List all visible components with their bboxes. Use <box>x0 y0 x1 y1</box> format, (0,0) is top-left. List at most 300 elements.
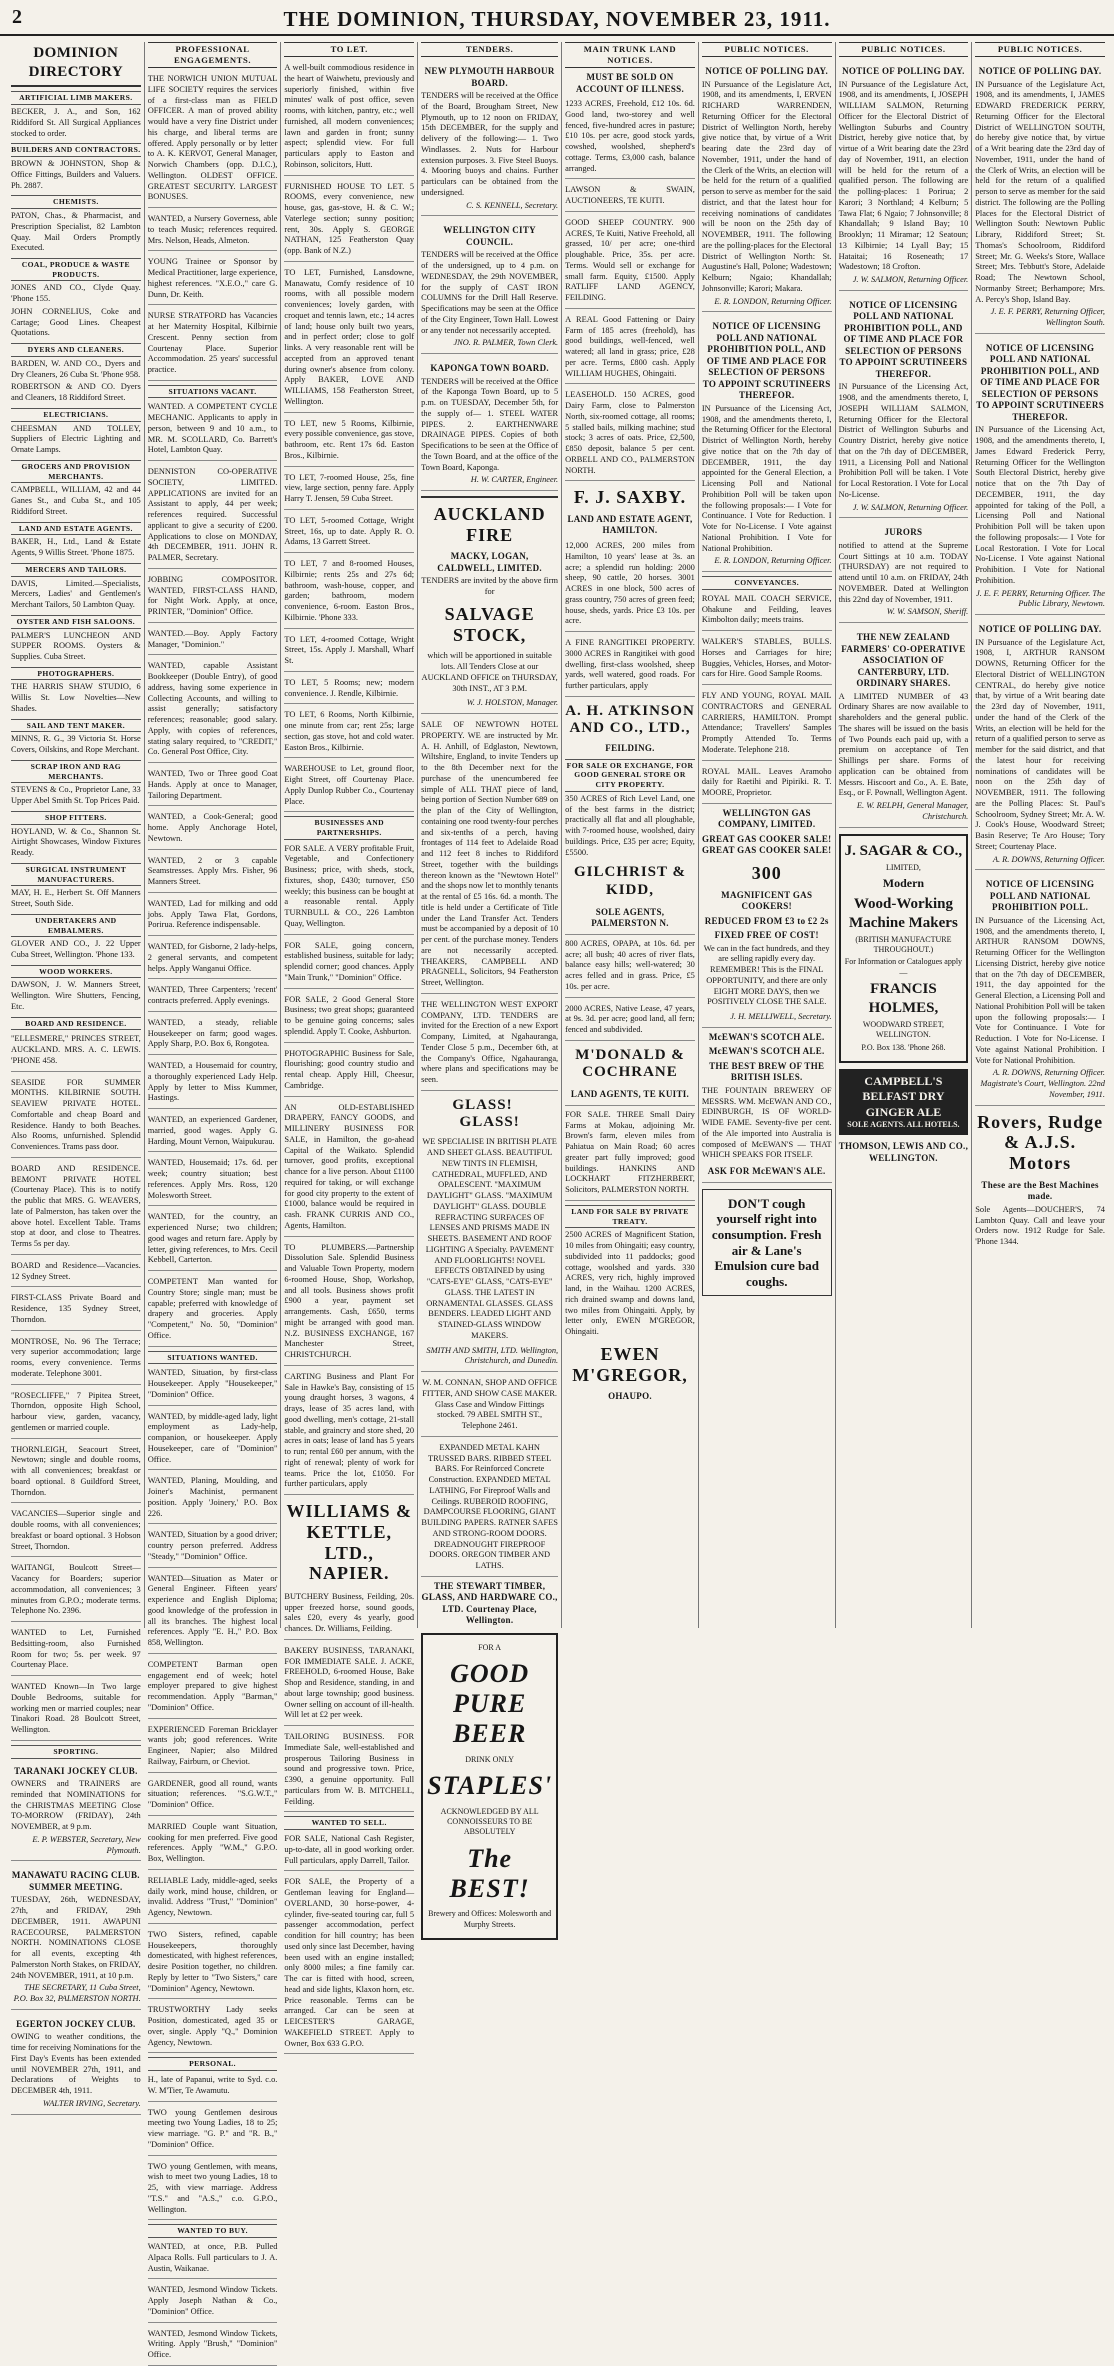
auckland-fire-subhead: MACKY, LOGAN, CALDWELL, LIMITED. <box>437 551 542 573</box>
public-notice-body: IN Pursuance of the Legislature Act, 1908, I, ARTHUR RANSOM DOWNS, Returning Officer for the Electoral District of WELLINGTON CENTRAL, do hereby give notice that, by virtue of a Writ bearing date the 23rd day of November, 1911, under the hand of the Clerk of the Writs, an election will be held for the return of a qualified person to serve as member for the said district, and that the latest hour for receiving nominations of candidates will be noon on the 25th day of NOVEMBER, 1911. The following are the Polling Places: St. Paul's Schoolroom, Sydney Street; Mr. A. W. J. Cook's House, Woodward Street; Basin Reserve; Te Aro House; Tory Street; Courtenay Place. <box>975 637 1105 851</box>
buy-ad: WANTED, Jesmond Window Tickets. Apply Joseph Nathan & Co., "Dominion" Office. <box>148 2283 278 2322</box>
wanted-ad: TWO Sisters, refined, capable Housekeepers, thoroughly domesticated, with highest references, desire Position together, no children. Reply by letter to "Two Sisters," care "Dominion" Agency, Newtown. <box>148 1928 278 2000</box>
directory-entry: DAVIS, Limited.—Specialists, Mercers, Ladies' and Gentlemen's Merchant Tailors, 50 Lambton Quay. <box>11 578 141 610</box>
column-heading: DOMINION DIRECTORY <box>11 42 141 87</box>
vacant-ad: JOBBING COMPOSITOR. WANTED, FIRST-CLASS HAND, for Night Work. Apply, at once, PRINTER, "Dominion" Office. <box>148 573 278 623</box>
conveyance-ad: WALKER'S STABLES, BULLS. Horses and Carriages for hire; Buggies, Vehicles, Horses, and Motor-cars for Hire. Good Sample Rooms. <box>702 635 832 685</box>
sporting-ad-body: TUESDAY, 26th, WEDNESDAY, 27th, and FRIDAY, 29th DECEMBER, 1911. AWAPUNI RACECOURSE, PALMERSTON NORTH. NOMINATIONS CLOSE for all events, excepting 4th Palmerston North Stakes, on FRIDAY, 24th NOVEMBER, 1911, at 10 p.m. <box>11 1895 141 1980</box>
personal-ad: TWO young Gentlemen desirous meeting two Young Ladies, 18 to 25; view marriage. "G. P." and "R. B.," "Dominion" Office. <box>148 2106 278 2156</box>
column-heading: PROFESSIONAL ENGAGEMENTS. <box>148 42 278 68</box>
directory-entry: HOYLAND, W. & Co., Shannon St. Airtight Showcases, Window Fixtures Ready. <box>11 826 141 858</box>
to-let-ad: TO LET, new 5 Rooms, Kilbirnie, every possible convenience, gas stove, bathroom, etc. Rent 17s 6d. Easton Bros., Kilbirnie. <box>284 417 414 467</box>
section-heading: WANTED TO SELL. <box>284 1816 414 1830</box>
directory-entry: PATON, Chas., & Pharmacist, and Prescription Specialist, 82 Lambton Quay. Mail Orders Promptly Executed. <box>11 211 141 253</box>
public-notice-body: IN Pursuance of the Licensing Act, 1908, and the amendments thereto, I, JOSEPH WILLIAM SALMON, Returning Officer for the Electoral District of Wellington Suburbs and Country District, hereby give notice that on the 7th day of DECEMBER, 1911, a Licensing Poll and National Prohibition Poll will be taken. I Vote for Local Restoration. I Vote for Local No-License. <box>838 382 969 499</box>
public-notice <box>839 61 969 291</box>
column-heading: MAIN TRUNK LAND NOTICES. <box>565 42 695 68</box>
staples-beer-ad <box>421 1633 558 1940</box>
vacant-ad: WANTED, a Housemaid for country, a thoroughly experienced Lady Help. Apply by letter to Miss Kummer, Hastings. <box>148 1059 278 1109</box>
vacant-ad: WANTED, capable Assistant Bookkeeper (Double Entry), of good address, having some experience in Collecting Accounts, and willing to assist generally; satisfactory references; reasonable; good salary. Apply, with copies of references, stating salary required, to "CREDIT," Co. General Post Office, City. <box>148 659 278 763</box>
sell-ad: FOR SALE, National Cash Register, up-to-date, all in good working order. Full particulars, apply Darrell, Tailor. <box>284 1832 414 1871</box>
mcewan-3: THE BEST BREW OF THE BRITISH ISLES. <box>709 1060 825 1083</box>
vacant-ad: WANTED, Three Carpenters; 'recent' contracts preferred. Apply evenings. <box>148 983 278 1012</box>
directory-entry: ROBERTSON & AND CO. Dyers and Cleaners, 18 Riddiford Street. <box>11 382 141 403</box>
directory-entry: MINNS, R. G., 39 Victoria St. Horse Covers, Oilskins, and Rope Merchant. <box>11 734 141 755</box>
column-to-let <box>281 42 418 2048</box>
private-head: LAND FOR SALE BY PRIVATE TREATY. <box>565 1205 695 1228</box>
ewen-sub: OHAUPO. <box>608 1391 652 1402</box>
cough-text: DON'T cough yourself right into consumption. Fresh air & Lane's Emulsion cure bad coughs. <box>711 1195 822 1289</box>
public-notice-head: NOTICE OF POLLING DAY. <box>705 66 829 76</box>
public-notice-head: JURORS <box>884 527 923 538</box>
sagar-limited: LIMITED, <box>885 862 921 872</box>
tender-notice-body: TENDERS will be received at the Office of the undersigned, up to 4 p.m. on WEDNESDAY, the 29th NOVEMBER, for the supply of CAST IRON COLUMNS for the Drill Hall Reserve. Specifications may be seen at the Office of the City Engineer, Town Hall. Lowest or any tender not necessarily accepted. <box>421 250 559 335</box>
gas-head: WELLINGTON GAS COMPANY, LIMITED. <box>718 807 816 830</box>
rovers-head: Rovers, Rudge & A.J.S. Motors <box>977 1111 1104 1174</box>
board-ad: BOARD and Residence—Vacancies. 12 Sydney Street. <box>11 1259 141 1288</box>
vacant-ad: WANTED, for Gisborne, 2 lady-helps, 2 general servants, and competent helps. Apply Wanganui Office. <box>148 940 278 979</box>
public-notice <box>839 522 969 623</box>
vacant-ad: WANTED, a steady, reliable Housekeeper on farm; good wages. Apply Sharp, P.O. Box 6, Rongotea. <box>148 1016 278 1055</box>
directory-entry: JOHN CORNELIUS, Coke and Cartage; Good Lines. Cheapest Quotations. <box>11 306 141 338</box>
masthead <box>0 0 1114 36</box>
public-notice <box>702 61 832 312</box>
wanted-ad: COMPETENT Barman open engagement end of week; hotel employer prepared to give highest recommendation. Apply "Barman," "Dominion" Office. <box>148 1658 278 1719</box>
business-ad: TO PLUMBERS.—Partnership Dissolution Sale. Splendid Business and Valuable Town Property, modern 6-roomed House, Shop, Workshop, and all tools. Business shows profit £900 a year, payment set arrangements. Cash, £650, terms might be arranged with good man. N.Z. BUSINESS EXCHANGE, 167 Manchester Street, CHRISTCHURCH. <box>284 1241 414 1366</box>
conveyance-ad: FLY AND YOUNG, ROYAL MAIL CONTRACTORS and GENERAL CARRIERS, HAMILTON. Prompt Attendance; Travellers' Samples Promptly Attended To. Terms Moderate. Telephone 218. <box>702 689 832 761</box>
to-let-ad: TO LET, Furnished, Lansdowne, Manawatu, Comfy residence of 10 rooms, with all possible modern conveniences; lovely garden, with croquet and tennis lawn, etc.; 14 acres of land; house only built two years, and in perfect order; close to golf links. A very reasonable rent will be accepted from an approved tenant during owner's absence from colony. Apply BAKER, LOVE AND WILLIAMS, 158 Featherston Street, Wellington. <box>284 266 414 413</box>
board-ad: "ELLESMERE," PRINCES STREET, AUCKLAND. MRS. A. C. LEWIS. 'PHONE 458. <box>11 1032 141 1071</box>
tender-notice-head: KAPONGA TOWN BOARD. <box>430 363 549 374</box>
business-ad: FOR SALE, 2 Good General Store Business; two great shops; guaranteed to be genuine going concerns; sales splendid. Apply T. Cooke, Ashburton. <box>284 993 414 1043</box>
column-heading: PUBLIC NOTICES. <box>839 42 969 57</box>
column-dominion-directory <box>8 42 145 2108</box>
glass-signature: SMITH AND SMITH, LTD. Wellington, Christchurch, and Dunedin. <box>421 1344 558 1373</box>
conveyance-ad: ROYAL MAIL COACH SERVICE, Ohakune and Feilding, leaves Kimbolton daily; meets trains. <box>702 592 832 631</box>
public-notice-head: NOTICE OF LICENSING POLL AND NATIONAL PROHIBITION POLL, AND OF TIME AND PLACE FOR SELECTION OF PERSONS TO APPOINT SCRUTINEERS THEREFOR. <box>839 299 968 379</box>
directory-entry: PALMER'S LUNCHEON AND SUPPER ROOMS. Oysters & Supplies. Cuba Street. <box>11 630 141 661</box>
wanted-ad: WANTED, Situation, by first-class Housekeeper. Apply "Housekeeper," "Dominion" Office. <box>148 1366 278 1405</box>
public-notice <box>975 874 1105 1105</box>
professional-ad: YOUNG Trainee or Sponsor by Medical Practitioner, large experience, highest references. "X.E.O.," care G. Dunn, Dr. Keith. <box>148 255 278 305</box>
more-business-ads <box>284 1590 414 1813</box>
beer-line-1: FOR A <box>478 1642 502 1652</box>
beer-line-3: DRINK ONLY <box>465 1754 514 1764</box>
vacant-ad: WANTED. A COMPETENT CYCLE MECHANIC. Applicants to apply in person, between 9 and 10 a.m., to MR. M. SCOLLARD, Co. Barrett's Hotel, Lambton Quay. <box>148 400 278 461</box>
tender-ads <box>421 61 558 491</box>
mcdonald-sub: LAND AGENTS, TE KUITI. <box>565 1087 695 1106</box>
vacant-ad: WANTED, a Cook-General; good home. Apply Anchorage Hotel, Newtown. <box>148 810 278 849</box>
board-ad: WAITANGI, Boulcott Street—Vacancy for Boarders; superior accommodation, all conveniences; 3 minutes from G.P.O.; moderate terms. Telephone No. 2396. <box>11 1561 141 1622</box>
intro: MUST BE SOLD ON ACCOUNT OF ILLNESS. <box>576 72 684 94</box>
public-notice-head: NOTICE OF POLLING DAY. <box>842 66 965 76</box>
vacant-ad: WANTED, Two or Three good Coat Hands. Apply at once to Manager, Tailoring Department. <box>148 767 278 806</box>
sagar-info: For Information or Catalogues apply— <box>844 957 963 977</box>
public-notice-body: IN Pursuance of the Licensing Act, 1908, and the amendments thereto, I, ARTHUR RANSOM DOWNS, Returning Officer for the Wellington Licensing District, hereby give notice that on the 7th day of DECEMBER, 1911, the day appointed for the General Election, a Licensing Poll and National Prohibition Poll will be taken upon the following proposals:— I Vote for Continuance. I Vote for Reduction. I Vote for No-License. I Vote against National Prohibition. I Vote for National Prohibition. <box>975 915 1105 1065</box>
public-notice-head: THE NEW ZEALAND FARMERS' CO-OPERATIVE ASSOCIATION OF CANTERBURY, LTD. ORDINARY SHARES. <box>841 632 966 689</box>
personal-ad: TWO young Gentlemen, with means, wish to meet two young Ladies, 18 to 25, with view marriage. Address "T.S." and "A.S.," c.o. G.P.O., Wellington. <box>148 2160 278 2221</box>
public-notice-head: NOTICE OF LICENSING POLL AND NATIONAL PROHIBITION POLL. <box>985 879 1095 913</box>
gas-fixed: FIXED FREE OF COST! <box>714 930 819 941</box>
mcewan-2: McEWAN'S SCOTCH ALE. <box>708 1046 825 1057</box>
column-public-notices-2 <box>836 42 973 1628</box>
fireproof-ad: EXPANDED METAL KAHN TRUSSED BARS. RIBBED STEEL BARS. For Reinforced Concrete Construction. EXPANDED METAL LATHING, For Fireproof Walls and Ceilings. RUBEROID ROOFING, DAMPCOURSE FLOORING, GIANT BUILDING PAPERS. RATNER SAFES AND STRONG-ROOM DOORS. DREADNOUGHT FIREPROOF DOORS. OREGON TIMBER AND LATHS. <box>421 1441 558 1577</box>
personal-ad: H., late of Papanui, write to Syd. c.o. W. M'Tier, Te Awamutu. <box>148 2073 278 2102</box>
public-notice-signature: J. E. F. PERRY, Returning Officer, Wellington South. <box>990 307 1105 328</box>
mcdonald-head: M'DONALD & COCHRANE <box>575 1046 685 1081</box>
glass-banner <box>421 1097 558 1132</box>
sporting-ad-signature: E. P. WEBSTER, Secretary, New Plymouth. <box>32 1834 141 1855</box>
public-notice-head: NOTICE OF POLLING DAY. <box>978 66 1102 76</box>
sporting-ad <box>11 1761 141 1862</box>
sell-ads <box>284 1832 414 2054</box>
exchange-head: FOR SALE OR EXCHANGE, FOR GOOD GENERAL STORE OR CITY PROPERTY. <box>565 759 695 792</box>
notices <box>702 61 832 572</box>
directory-category: SAIL AND TENT MAKER. <box>11 719 141 733</box>
beer-line-2: GOOD PURE BEER <box>450 1659 530 1748</box>
directory-entry: CHEESMAN AND TOLLEY, Suppliers of Electric Lighting and Ornate Lamps. <box>11 423 141 455</box>
directory-sections <box>11 91 141 1012</box>
public-notice <box>975 619 1105 870</box>
rovers-sub: These are the Best Machines made. <box>981 1179 1099 1202</box>
column-heading: PUBLIC NOTICES. <box>975 42 1105 57</box>
to-let-ad: TO LET, 7-roomed House, 25s, fine view, large section, penny fare. Apply Harry T. Jensen, 59 Cuba Street. <box>284 471 414 510</box>
board-ad: VACANCIES—Superior single and double rooms, with all conveniences; breakfast or board optional. 3 Hobson Street, Thorndon. <box>11 1507 141 1557</box>
vacant-ad: WANTED, for the country, an experienced Nurse; two children; good wages and return fare. Apply by letter, giving references, to Mrs. Cecil Kebbell, Carterton. <box>148 1210 278 1271</box>
sale-ad: THE WELLINGTON WEST EXPORT COMPANY, LTD. TENDERS are invited for the Erection of a new Export Company, Limited, at Ngahauranga, Tender Close 5 p.m., December 6th, at the Company's Office, Ngahauranga, where plans and specifications may be seen. <box>421 998 558 1091</box>
tender-notice-signature: JNO. R. PALMER, Town Clerk. <box>453 338 559 348</box>
professional-ad: WANTED, a Nursery Governess, able to teach Music; references required. Mrs. Nelson, Heads, Almeton. <box>148 212 278 251</box>
column-heading: TO LET. <box>284 42 414 57</box>
glass-label-left: GLASS! <box>452 1096 513 1113</box>
buy-ad: WANTED, at once, P.B. Pulled Alpaca Rolls. Full particulars to J. A. Austin, Waikanae. <box>148 2240 278 2279</box>
tender-notice-signature: C. S. KENNELL, Secretary. <box>466 200 559 210</box>
public-notice <box>975 338 1105 615</box>
public-notice-signature: A. R. DOWNS, Returning Officer. Magistrate's Court, Wellington. 22nd November, 1911. <box>980 1068 1105 1099</box>
lanes-emulsion-ad <box>702 1189 832 1297</box>
to-let-ad: A well-built commodious residence in the heart of Waiwhetu, previously and superiorly finished, within five minutes' walk of post office, seven rooms, with kitchen, pantry, etc.; well furnished, all modern conveniences; lawn and garden in front; sunny aspect; splendid view. For full particulars apply to Easton and Robinson, solicitors, Hutt. <box>284 61 414 176</box>
land-ads <box>565 97 695 481</box>
to-let-ad: TO LET, 6 Rooms, North Kilbirnie, one minute from car; rent 25s; large section, gas stove, hot and cold water. Easton Bros., Kilbirnie. <box>284 708 414 758</box>
public-notice-signature: J. W. SALMON, Returning Officer. <box>852 502 969 512</box>
mcewan-body: THE FOUNTAIN BREWERY OF MESSRS. WM. McEWAN AND CO., EDINBURGH, IS OF WORLD-WIDE FAME. Seventy-five per cent. of the Ale imported into Australia is composed of McEWAN'S — THAT WHICH SPEAKS FOR ITSELF. <box>701 1085 832 1160</box>
divider <box>421 496 558 498</box>
tender-notice-body: TENDERS will be received at the Office of the Kaponga Town Board, up to 5 p.m. on TUESDAY, December 5th, for the supply of— 1. STEEL WATER PIPES. 2. EARTHENWARE DRAINAGE PIPES. Copies of both Specifications to be seen at the Office of the Town Board, and at the office of the Town Board, Kaponga. <box>421 376 559 472</box>
atkinson-head: A. H. ATKINSON AND CO., LTD., <box>565 702 695 736</box>
public-notice-signature: J. W. SALMON, Returning Officer. <box>852 275 969 285</box>
gas-mid: MAGNIFICENT GAS COOKERS! <box>721 889 813 912</box>
to-let-ad: TO LET, 5 Rooms; new; modern convenience. J. Rendle, Kilbirnie. <box>284 676 414 705</box>
more-land-ads <box>565 937 695 1041</box>
directory-entry: GLOVER AND CO., J. 22 Upper Cuba Street, Wellington. 'Phone 133. <box>11 939 141 959</box>
public-notice-head: NOTICE OF POLLING DAY. <box>978 624 1102 635</box>
gas-sub: GREAT GAS COOKER SALE! GREAT GAS COOKER SALE! <box>701 833 832 856</box>
board-ad: MONTROSE, No. 96 The Terrace; very superior accommodation; large rooms, every convenience. Terms moderate. Telephone 3001. <box>11 1335 141 1385</box>
column-heading: TENDERS. <box>421 42 558 57</box>
directory-category: ELECTRICIANS. <box>11 408 141 422</box>
wanted-ad: WANTED, by middle-aged lady, light employment as Lady-help, companion, or housekeeper. Apply Housekeeper, care of "Dominion" Office. <box>148 1410 278 1471</box>
vacant-ad: WANTED, an experienced Gardener, married, good wages. Apply G. Harding, Mount Vernon, Waipukurau. <box>148 1113 278 1152</box>
business-ad: BAKERY BUSINESS, TARANAKI, FOR IMMEDIATE SALE. J. ACKE, FREEHOLD, 6-roomed House, Bake Shop and Residence, standing, in and about large township; good business. Owner selling on account of ill-health. Will let at £2 per week. <box>284 1644 414 1726</box>
board-ad: FIRST-CLASS Private Board and Residence, 135 Sydney Street, Thorndon. <box>11 1291 141 1330</box>
sagar-phone: P.O. Box 138. 'Phone 268. <box>861 1042 946 1052</box>
to-let-ad: TO LET, 7 and 8-roomed Houses, Kilbirnie; rents 25s and 27s 6d; bathroom, wash-house, copper, and garden; bathroom, modern convenience, 6-room. Easton Bros., Kilbirnie. 'Phone 333. <box>284 557 414 629</box>
saxby-head: F. J. SAXBY. <box>573 487 687 508</box>
page-number: 2 <box>12 6 22 28</box>
directory-category: COAL, PRODUCE & WASTE PRODUCTS. <box>11 258 141 281</box>
land-ad: 1233 ACRES, Freehold, £12 10s. 6d. Good land, two-storey and well fenced, five-hundred acres in pasture; £10 10s. per acre, good stock yards, cowshed, woolshed, shepherd's cottage. Terms, £3,000 cash, balance arranged. <box>565 97 695 179</box>
beer-line-4: STAPLES' <box>427 1771 553 1801</box>
auckland-fire-body: TENDERS are invited by the above firm for <box>421 576 559 597</box>
ginger-product: BELFAST DRY GINGER ALE <box>862 1089 945 1119</box>
ginger-brand: CAMPBELL'S <box>864 1073 943 1088</box>
tender-notice <box>421 220 558 354</box>
public-notice <box>839 295 969 519</box>
conveyance-ads <box>702 592 832 804</box>
tender-notice-head: WELLINGTON CITY COUNCIL. <box>443 225 536 247</box>
board-ad: BOARD AND RESIDENCE. BEMONT PRIVATE HOTEL (Courtenay Place). This is to notify the public that MRS. G. WEAVERS, late of Palmerston, has taken over the above hotel. Excellent Table. Trams stop at door, and close to Theatres. Terms 5s per day. <box>11 1162 141 1255</box>
public-notice-body: A LIMITED NUMBER of 43 Ordinary Shares are now available to shareholders and the general public. The shares will be issued on the basis of Two Pounds each paid up, with a premium on acceptance of Ten Shillings per share. Forms of application can be obtained from Messrs. Hiscoort and Co., A. E. Bate, Esq., or F. Pownall, Wellington Agent. <box>838 691 969 798</box>
directory-entry: STEVENS & Co., Proprietor Lane, 33 Upper Abel Smith St. Top Prices Paid. <box>11 785 141 806</box>
directory-category: GROCERS AND PROVISION MERCHANTS. <box>11 460 141 483</box>
sagar-address: WOODWARD STREET, WELLINGTON. <box>862 1020 944 1040</box>
gas-price: REDUCED FROM £3 to £2 2s <box>704 915 829 926</box>
section-heading: SITUATIONS VACANT. <box>148 385 278 399</box>
business-ad: TAILORING BUSINESS. FOR Immediate Sale, well-established and prosperous Tailoring Business in sound and progressive town. Price, £390, a genuine opportunity. Full particulars from W. B. MITCHELL, Feilding. <box>284 1730 414 1812</box>
wanted-ad: WANTED—Situation as Mater or General Engineer. Fifteen years' experience and English Diploma; good knowledge of the profession in all its branches. The highest local references. Apply "E. H.," P.O. Box 858, Wellington. <box>148 1572 278 1654</box>
sporting-ad-body: OWING to weather conditions, the time for receiving Nominations for the First Day's Events has been extended until NOVEMBER 27th, 1911, and Declarations of Weights to DECEMBER 4th, 1911. <box>11 2032 141 2096</box>
professional-ad: NURSE STRATFORD has Vacancies at her Maternity Hospital, Kilbirnie Crescent. Penny section from Courtenay Place. Superior Accommodation. 25 years' successful practice. <box>148 309 278 381</box>
ginger-ale-ad <box>839 1069 969 1135</box>
salvage-stock-banner: SALVAGE STOCK, <box>444 603 535 645</box>
professional-ads <box>148 72 278 381</box>
directory-entry: DAWSON, J. W. Manners Street, Wellington. Wire Shutters, Fencing, Etc. <box>11 980 141 1011</box>
gas-count: 300 <box>751 862 782 883</box>
sporting-ad <box>11 2014 141 2115</box>
directory-category: SHOP FITTERS. <box>11 811 141 825</box>
directory-category: DYERS AND CLEANERS. <box>11 343 141 357</box>
to-let-ad: FURNISHED HOUSE TO LET. 5 ROOMS, every convenience, new house, gas, gas-stove, H. & C. W.; Vaterlege section; sunny position; rent, 30s. Apply S. GEORGE NATHAN, 125 Featherston Quay (opp. Bank of N.Z.) <box>284 180 414 262</box>
wanted-ad: RELIABLE Lady, middle-aged, seeks daily work, mind house, children, or invalid. Address "Trust," "Dominion" Agency, Newtown. <box>148 1874 278 1924</box>
section-heading: BOARD AND RESIDENCE. <box>11 1017 141 1031</box>
board-ad: WANTED Known—In Two large Double Bedrooms, suitable for working men or married couples; near Tinakori Road. 28 Boulcott Street, Wellington. <box>11 1680 141 1741</box>
buy-ads <box>148 2240 278 2366</box>
to-let-ad: WAREHOUSE to Let, ground floor, Eight Street, off Courtenay Place. Apply Dunlop Rubber Co., Courtenay Place. <box>284 762 414 812</box>
vacant-ad: WANTED, Housemaid; 17s. 6d. per week; country situation; best references. Apply Mrs. Ross, 120 Molesworth Street. <box>148 1156 278 1206</box>
beer-line-7: Brewery and Offices: Molesworth and Murphy Streets. <box>428 1909 552 1929</box>
section-heading: BUSINESSES AND PARTNERSHIPS. <box>284 816 414 839</box>
vacant-ad: DENNISTON CO-OPERATIVE SOCIETY, LIMITED. APPLICATIONS are invited for an Assistant to apply, 44 per week; references required. Successful applicant to give a security of £200. Applications to close on MONDAY, 4th DECEMBER, 1911. JOHN R. PALMER, Secretary. <box>148 465 278 569</box>
sporting-ad-body: OWNERS and TRAINERS are reminded that NOMINATIONS for the CHRISTMAS MEETING Close TO-MORROW (FRIDAY), 24th NOVEMBER, at 9 p.m. <box>11 1779 141 1832</box>
directory-category: WOOD WORKERS. <box>11 965 141 979</box>
public-notice <box>975 61 1105 334</box>
directory-category: SCRAP IRON AND RAG MERCHANTS. <box>11 760 141 783</box>
salvage-signature: W. J. HOLSTON, Manager. <box>421 696 558 714</box>
column-public-notices-1 <box>699 42 836 1628</box>
business-ads <box>284 842 414 1496</box>
section-heading: CONVEYANCES. <box>702 576 832 590</box>
public-notice-body: notified to attend at the Supreme Court Sittings at 10 a.m. TODAY (THURSDAY) are not required to attend until 10 a.m. on FRIDAY, 24th NOVEMBER. Dated at Wellington this 22nd day of November, 1911. <box>838 540 969 604</box>
rovers-body: Sole Agents—DOUCHER'S, 74 Lambton Quay. Call and leave your Orders now. 1912 Rudge for Sale. 'Phone 1344. <box>975 1204 1105 1247</box>
professional-ad: THE NORWICH UNION MUTUAL LIFE SOCIETY requires the services of a first-class man as FIELD OFFICER. A man of proved ability would have a very fine District under his charge, and liberal terms are offered. Apply personally or by letter to A. K. KERVOT, General Manager, Norwich Chambers (opp. D.I.C.), Wellington. OLDEST OFFICE. GREATEST SECURITY. LARGEST BONUSES. <box>148 72 278 208</box>
directory-category: LAND AND ESTATE AGENTS. <box>11 522 141 536</box>
wanted-ad: WANTED, Planing, Moulding, and Joiner's Machinist, permanent position. Apply 'Joinery,' P.O. Box 226. <box>148 1474 278 1524</box>
directory-entry: THE HARRIS SHAW STUDIO, 6 Willis St. Low Novelties—New Shades. <box>11 682 141 713</box>
board-ads <box>11 1032 141 1741</box>
business-ad: FOR SALE. A VERY profitable Fruit, Vegetable, and Confectionery Business; price, with sheds, stock, fixtures, shop, £430; turnover, £50 weekly; this business can be bought at a reasonable rental. Apply TURNBULL & CO., 226 Lambton Quay, Wellington. <box>284 842 414 935</box>
buy-ad: WANTED, Jesmond Window Tickets, Writing. Apply "Brush," "Dominion" Office. <box>148 2327 278 2366</box>
public-notice-body: IN Pursuance of the Licensing Act, 1908, and the amendments thereto, I, the Returning Officer for the Electoral District of Wellington North, hereby give notice that on the 7th day of DECEMBER, 1911, the day appointed for the General Election, a Licensing Poll and National Prohibition Poll will be taken upon the following proposals:— I Vote for Continuance. I Vote for Reduction. I Vote for No-License. I Vote against National Prohibition. I Vote for National Prohibition. <box>701 403 832 553</box>
directory-category: CHEMISTS. <box>11 195 141 209</box>
directory-entry: CAMPBELL, WILLIAM, 42 and 44 Ganes St., and Cuba St., and 105 Riddiford Street. <box>11 485 141 516</box>
directory-category: BUILDERS AND CONTRACTORS. <box>11 143 141 157</box>
salvage-body: which will be apportioned in suitable lots. All Tenders Close at our AUCKLAND OFFICE on THURSDAY, 30th INST., AT 3 P.M. <box>421 651 558 693</box>
sagar-name: J. SAGAR & CO., <box>844 842 963 859</box>
business-ad: PHOTOGRAPHIC Business for Sale, flourishing; good country studio and rental cheap. Apply Hill, Cheesur, Cambridge. <box>284 1047 414 1097</box>
sporting-ad <box>11 1865 141 2010</box>
stewart-timber: THE STEWART TIMBER, GLASS, AND HARDWARE CO., LTD. Courtenay Place, Wellington. <box>421 1580 558 1626</box>
section-heading: SITUATIONS WANTED. <box>148 1351 278 1365</box>
to-let-ad: TO LET, 5-roomed Cottage, Wright Street, 16s, up to date. Apply R. O. Adams, 13 Garrett Street. <box>284 514 414 553</box>
sale-ad: SALE OF NEWTOWN HOTEL PROPERTY. WE are instructed by Mr. A. H. Anhill, of Edglaston, Newtown, Wiltshire, England, to invite Tenders up to the 8th December next for the purchase of the unencumbered fee simple of ALL THAT piece of land, being portion of Section Number 689 on the plan of the City of Wellington, containing one rood twenty-four perches and six-tenths of a perch, having frontages of 114 feet to Adelaide Road and 112 feet 8 inches to Riddiford Street, together with the buildings thereon known as the "Newtown Hotel" and the shops now let to monthly tenants at the rental of £5 16s. 6d. a month. The title is held under a Certificate of Title under the Land Transfer Act. Tenders must be accompanied by a deposit of 10 per cent. of the purchase money. Tenders are not necessarily accepted. THEAKERS, CAMPBELL AND PRAGNELL, Solicitors, 94 Featherston Street, Wellington. <box>421 718 558 994</box>
gilchrist-head: GILCHRIST & KIDD, <box>574 864 687 898</box>
auckland-fire-banner: AUCKLAND FIRE <box>433 504 546 545</box>
gas-body: We can in the fact hundreds, and they are selling rapidly every day. REMEMBER! This is the FINAL OPPORTUNITY, and there are only EIGHT MORE DAYS, then we POSITIVELY CLOSE THE SALE. <box>703 943 830 1007</box>
public-notice-signature: A. R. DOWNS, Returning Officer. <box>992 854 1105 864</box>
directory-category: SURGICAL INSTRUMENT MANUFACTURERS. <box>11 863 141 886</box>
tender-notice-head: NEW PLYMOUTH HARBOUR BOARD. <box>424 66 555 88</box>
column-heading: PUBLIC NOTICES. <box>702 42 832 57</box>
land-ad: LAWSON & SWAIN, AUCTIONEERS, TE KUITI. <box>565 183 695 212</box>
directory-category: MERCERS AND TAILORS. <box>11 563 141 577</box>
rangitikei-ad: A FINE RANGITIKEI PROPERTY. 3000 ACRES in Rangitikei with good dwelling, first-class woolshed, sheep yards, well watered, good roads. For further particulars, apply <box>565 636 695 697</box>
tender-notice-body: TENDERS will be received at the Office of the Board, Brougham Street, New Plymouth, up to 12 noon on FRIDAY, 15th DECEMBER, for the supply and delivery of the following:— 1. Two Windlasses. 2. Nuts for Harbour extension purposes. 3. Five Steel Buoys. 4. Mooring buoys and chains. Further particulars can be obtained from the undersigned. <box>421 91 559 197</box>
williams-kettle-banner: WILLIAMS & KETTLE, LTD., NAPIER. <box>286 1501 413 1584</box>
section-heading: PERSONAL. <box>148 2057 278 2071</box>
wanted-ad: GARDENER, good all round, wants situation; references. "S.G.W.T.," "Dominion" Office. <box>148 1777 278 1816</box>
sporting-ad-signature: WALTER IRVING, Secretary. <box>42 2098 141 2108</box>
ginger-agents: SOLE AGENTS. ALL HOTELS. <box>847 1119 960 1129</box>
saxby-sub: LAND AND ESTATE AGENT, HAMILTON. <box>567 513 693 536</box>
public-notice-body: IN Pursuance of the Legislature Act, 1908, and its amendments, I, JAMES EDWARD FREDERICK PERRY, Returning Officer for the Electoral District of WELLINGTON SOUTH, do hereby give notice that, by virtue of a Writ bearing date the 23rd day of November, 1911, under the hand of the Clerk of Writs, an election will be held for the return of a qualified person to serve as member for the said district. The following are the Polling Places for the Electoral District of Wellington South: Newtown Public Library, Riddiford Street; St. Thomas's Schoolroom, Riddiford Street; Mr. G. Weeks's Store, Wallace Street; Mrs. Tebbutt's Store, Adelaide Road; The Newtown School, Normanby Street; Berhampore; Mrs. A. Percy's Shop, Island Bay. <box>975 79 1105 304</box>
wanted-ad: MARRIED Couple want Situation, cooking for men preferred. Five good references. Apply "W.M.," G.P.O. Box, Wellington. <box>148 1820 278 1870</box>
sagar-product: Wood-Working Machine Makers <box>849 895 958 931</box>
notices <box>975 61 1105 1106</box>
column-main-trunk <box>562 42 699 1628</box>
directory-entry: BAKER, H., Ltd., Land & Estate Agents, 9 Willis Street. 'Phone 1875. <box>11 537 141 558</box>
gilchrist-sub: SOLE AGENTS, PALMERSTON N. <box>565 905 695 935</box>
beer-line-5: ACKNOWLEDGED BY ALL CONNOISSEURS TO BE ABSOLUTELY <box>440 1806 539 1837</box>
conveyance-ad: ROYAL MAIL. Leaves Aramoho daily for Raetihi and Pipiriki. R. T. MOORE, Proprietor. <box>702 765 832 804</box>
public-notice-body: IN Pursuance of the Legislature Act, 1908, and its amendments, I, JOSEPH WILLIAM SALMON, Returning Officer for the Electoral District of Wellington Suburbs and Country District, hereby give notice that, by virtue of a Writ bearing date the 23rd day of November, 1911, an election will be held for the return of a qualified person. The following are the polling-places: 1 Porirua; 2 Karori; 3 Northland; 4 Kelburn; 5 Tawa Flat; 6 Ngaio; 7 Johnsonville; 8 Khandallah; 9 Island Bay; 10 Brooklyn; 11 Miramar; 12 Seatoun; 13 Kilbirnie; 14 Lyall Bay; 15 Hataitai; 16 Roseneath; 17 Wadestown; 18 Crofton. <box>838 79 969 272</box>
tender-notice-signature: H. W. CARTER, Engineer. <box>470 475 559 485</box>
column-public-notices-3 <box>972 42 1108 1628</box>
land-ad: A REAL Good Fattening or Dairy Farm of 185 acres (freehold), has good buildings, well-fenced, well watered; all land in grass; price, £28 per acre. Terms, £800 cash. Apply WILLIAM HUGHES, Ohingaiti. <box>565 313 695 385</box>
columns <box>8 42 1108 2360</box>
wanted-ad: WANTED, Situation by a good driver; country person preferred. Address "Steady," "Dominion" Office. <box>148 1528 278 1567</box>
to-let-ads <box>284 61 414 812</box>
board-ad: THORNLEIGH, Seacourt Street, Newtown; single and double rooms, with all conveniences; breakfast or board optional. 8 Guildford Street, Thorndon. <box>11 1443 141 1504</box>
gas-sig: J. H. MELLIWELL, Secretary. <box>702 1010 832 1028</box>
vacant-ads <box>148 400 278 1346</box>
public-notice-head: NOTICE OF LICENSING POLL AND NATIONAL PROHIBITION POLL, AND OF TIME AND PLACE FOR SELECTION OF PERSONS TO APPOINT SCRUTINEERS THEREFOR. <box>976 342 1105 422</box>
land-ad: LEASEHOLD. 150 ACRES, good Dairy Farm, close to Palmerston North, six-roomed cottage, all rooms; 5 stalled bails, milking machine; stud stock; 3 acres of oats. Price, £2,500, £850 deposit, balance 5 per cent. ORBELL AND CO., PALMERSTON NORTH. <box>565 388 695 481</box>
board-ad: "ROSECLIFFE," 7 Pipitea Street, Thorndon, opposite High School, harbour view, garden, vacancy, gentlemen or married couple. <box>11 1389 141 1439</box>
public-notice <box>702 316 832 572</box>
public-notice-head: NOTICE OF LICENSING POLL AND NATIONAL PROHIBITION POLL, AND OF TIME AND PLACE FOR SELECTION OF PERSONS TO APPOINT SCRUTINEERS THEREFOR. <box>702 321 831 401</box>
public-notice <box>839 627 969 828</box>
land-ad: GOOD SHEEP COUNTRY. 900 ACRES, Te Kuiti, Native Freehold, all grassed, 10/ per acre; one-third ploughable. Price, 35s. per acre. Terms. Would sell or exchange for small farm. Equity, £1500. Apply RATLIFF LAND AGENCY, FEILDING. <box>565 216 695 309</box>
sagar-british: (BRITISH MANUFACTURE THROUGHOUT.) <box>855 934 952 955</box>
business-ad: BUTCHERY Business, Feilding, 20s. upper freezed horse, sound goods, sales £20, every 4s yearly, good chances. Dr. Williams, Feilding. <box>284 1590 414 1640</box>
ginger-company: THOMSON, LEWIS AND CO., WELLINGTON. <box>838 1141 969 1163</box>
atkinson-sub: FEILDING. <box>605 743 655 754</box>
vacant-ad: COMPETENT Man wanted for Country Store; single man; must be capable; preferred with knowledge of drapery and groceries. Apply "Competent," No. 50, "Dominion" Office. <box>148 1275 278 1347</box>
sporting-ad-head: TARANAKI JOCKEY CLUB. <box>14 1765 138 1776</box>
sporting-ad-head: EGERTON JOCKEY CLUB. <box>16 2018 136 2029</box>
business-ad: AN OLD-ESTABLISHED DRAPERY, FANCY GOODS, and MILLINERY BUSINESS FOR SALE, in Hamilton, the go-ahead Capital of the Waikato. Splendid turnover, good profits, exceptional chance for a live person. About £1100 required for taking, or will exchange for good city property to the extent of £1000, balance would be required in cash. FRANK CURRIS AND CO., Agents, Hamilton. <box>284 1101 414 1237</box>
business-ad: FOR SALE, going concern, established business, suitable for lady; splendid corner; good chances. Apply "Main Trunk," "Dominion" Office. <box>284 939 414 989</box>
public-notice-signature: E. R. LONDON, Returning Officer. <box>714 296 832 306</box>
public-notice-body: IN Pursuance of the Licensing Act, 1908, and the amendments thereto, I, James Edward Frederick Perry, Returning Officer for the Wellington South Electoral District, hereby give notice that on the 7th Day of DECEMBER, 1911, the day appointed for taking of the Poll, a Licensing Poll and National Prohibition Poll will be taken upon the following proposals:— I Vote for Local Restoration. I Vote for Local No-License. I Vote against National Prohibition. I Vote for National Prohibition. <box>975 425 1105 585</box>
public-notice-body: IN Pursuance of the Legislature Act, 1908, and its amendments, I, ERVEN RICHARD WARRENDEN, Returning Officer for the Electoral District of Wellington North, hereby give notice that, by virtue of a Writ bearing date the 23rd day of November, 1911, under the hand of the Clerk of the Writs, an election will be held for the return of a qualified person to serve as member for the said district, and that the latest hour for receiving nominations of candidates will be noon on the 25th day of NOVEMBER, 1911. The following are the polling-places for the Electoral District of Wellington North: St. Augustine's Hall, Polone; Wadestown; Kelburn; Ngaio; Khandallah; Johnsonville; Karori; Makara. <box>701 79 832 293</box>
directory-category: OYSTER AND FISH SALOONS. <box>11 615 141 629</box>
land-ad: 800 ACRES, OPAPA, at 10s. 6d. per acre; all bush; 40 acres of river flats, balance easy hills; well-watered; 30 acres felled and in grass. Price, £5 10s. per acre. <box>565 937 695 998</box>
directory-category: ARTIFICIAL LIMB MAKERS. <box>11 91 141 105</box>
vacant-ad: WANTED, Lad for milking and odd jobs. Apply Tawa Flat, Gordons, Porirua. Reference indispensable. <box>148 897 278 936</box>
sale-ads <box>421 718 558 1091</box>
exchange-body: 350 ACRES of Rich Level Land, one of the best farms in the district; practically all flat and all ploughable, with 7-roomed house, woolshed, dairy buildings. Price, £35 per acre; Equity, £5500. <box>565 793 695 857</box>
column-tenders <box>418 42 562 1929</box>
glass-label-right: GLASS! <box>459 1114 520 1131</box>
public-notice-signature: E. R. LONDON, Returning Officer. <box>714 556 832 566</box>
sagar-agent: FRANCIS HOLMES, <box>868 980 939 1016</box>
forsale-ad: FOR SALE. THREE Small Dairy Farms at Mokau, adjoining Mr. Brown's farm, eleven miles from Pahiatua on Main Road; 60 acres greater part fully improved; good buildings. HANKINS AND LOCKHART FITZHERBERT, Solicitors, PALMERSTON NORTH. <box>565 1108 695 1201</box>
board-ad: WANTED to Let, Furnished Bedsitting-room, also Furnished Room for two; 5s. per week. 97 Courtenay Place. <box>11 1626 141 1676</box>
beer-line-6: The BEST! <box>449 1843 530 1903</box>
board-ad: SEASIDE FOR SUMMER MONTHS. KILBIRNIE SOUTH. SEAVIEW PRIVATE HOTEL. Comfortable and cheap Board and Residence. Handy to both Beaches. Also Rooms, unfurnished. Splendid Conveniences. Trams pass door. <box>11 1076 141 1158</box>
to-let-ad: TO LET, 4-roomed Cottage, Wright Street, 15s. Apply J. Marshall, Wharf St. <box>284 633 414 672</box>
sporting-ads <box>11 1761 141 2115</box>
public-notice-signature: J. E. F. PERRY, Returning Officer. The Public Library, Newtown. <box>976 588 1105 609</box>
wanted-ad: TRUSTWORTHY Lady seeks Position, domesticated, aged 35 or over, single. Apply "Q.," Dominion Agency, Newtown. <box>148 2003 278 2053</box>
notices <box>839 61 969 828</box>
connan-ad: W. M. CONNAN, SHOP AND OFFICE FITTER, AND SHOW CASE MAKER. Glass Case and Window Fittings stocked. 79 ABEL SMITH ST., Telephone 2461. <box>421 1376 558 1437</box>
saxby-body: 12,000 ACRES, 200 miles from Hamilton, 10 years' lease at 3s. an acre; a splendid run holding: 2000 sheep, 90 cattle, 20 horses. 3001 ACRES in one block, 500 acres of grass country, 750 acres of green feed; house, sheds, yards. Price £3 10s. per acre. <box>565 539 695 632</box>
vacant-ad: WANTED.—Boy. Apply Factory Manager, "Dominion." <box>148 627 278 656</box>
sagar-modern: Modern <box>882 876 925 891</box>
directory-entry: BROWN & JOHNSTON, Shop & Office Fittings, Builders and Valuers. Ph. 2887. <box>11 159 141 190</box>
wanted-ads <box>148 1366 278 2053</box>
directory-entry: BARDEN, W. AND CO., Dyers and Dry Cleaners, 26 Cuba St. 'Phone 958. <box>11 358 141 379</box>
mcewan-1: McEWAN'S SCOTCH ALE. <box>708 1031 825 1042</box>
public-notice-signature: E. W. RELPH, General Manager, Christchurch. <box>856 801 969 821</box>
tender-notice <box>421 358 558 491</box>
public-notice-signature: W. W. SAMSON, Sheriff. <box>886 607 969 617</box>
mcewan-ask: ASK FOR McEWAN'S ALE. <box>702 1164 832 1183</box>
section-heading: SPORTING. <box>11 1745 141 1759</box>
directory-entry: MAY, H. E., Herbert St. Off Manners Street, South Side. <box>11 888 141 909</box>
sporting-ad-signature: THE SECRETARY, 11 Cuba Street, P.O. Box 32, PALMERSTON NORTH. <box>13 1983 141 2004</box>
column-professional <box>145 42 282 2360</box>
sporting-ad-head: MANAWATU RACING CLUB. SUMMER MEETING. <box>11 1870 140 1892</box>
directory-category: UNDERTAKERS AND EMBALMERS. <box>11 914 141 937</box>
section-heading: WANTED TO BUY. <box>148 2224 278 2238</box>
private-body: 2500 ACRES of Magnificent Station, 10 miles from Ohingaiti; easy country, subdivided into 11 paddocks; good cottage, woolshed and yards. 330 ACRES, very rich, highly improved land, in the Waihau. 1200 ACRES, rich drained swamp and downs land, two miles from Ohingaiti. Apply, by letter only, EWEN M'GREGOR, Ohingaiti. <box>565 1230 695 1337</box>
glass-body: WE SPECIALISE IN BRITISH PLATE AND SHEET GLASS. BEAUTIFUL NEW TINTS IN FLEMISH, CATHEDRAL, MUFFLED, AND OPALESCENT. "MAXIMUM DAYLIGHT" GLASS. "MAXIMUM DAYLIGHT" GLASS. DOUBLE REFRACTING SURFACES OF LENSES AND PRISMS MADE IN SHEETS. BASEMENT AND ROOF LIGHTING A Specialty. PAVEMENT AND FLOORLIGHTS! NOVEL EFFECTS OBTAINED by using "CATS-EYE" GLASS, "CATS-EYE" GLASS. THE LATEST IN ORNAMENTAL GLASSES. GLASS BENDERS. LEADED LIGHT AND STAINED-GLASS WINDOW MAKERS. <box>422 1137 557 1340</box>
wanted-ad: EXPERIENCED Foreman Bricklayer wants job; good references. Write Engineer, Napier; also Mildred Railway, Fairburn, or Cheviot. <box>148 1723 278 1773</box>
personal-ads <box>148 2073 278 2220</box>
